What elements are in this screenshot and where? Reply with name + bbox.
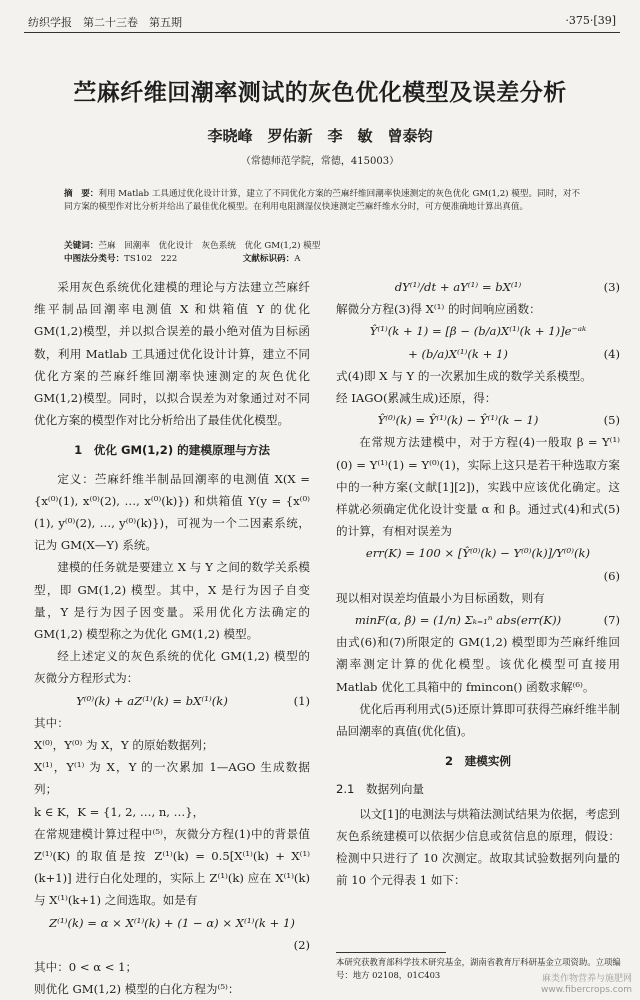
whitening-equation-intro: 则优化 GM(1,2) 模型的白化方程为⁽⁵⁾： bbox=[34, 982, 240, 997]
section-1-heading: 1 优化 GM(1,2) 的建模原理与方法 bbox=[74, 443, 270, 458]
page-number: ·375·[39] bbox=[565, 14, 616, 27]
equation-1-number: (1) bbox=[293, 693, 310, 708]
abstract bbox=[64, 188, 584, 214]
equation-4-number: (4) bbox=[603, 346, 620, 361]
data-vector-paragraph: 以文[1]的电测法与烘箱法测试结果为依据，考虑到灰色系统建模可以依据少信息或贫信息的原理，假设：检测中只进行了 10 次测定。故取其试验数据列向量的前 10 个元得表 1 如下： bbox=[336, 806, 620, 888]
equation-3-number: (3) bbox=[603, 280, 620, 294]
class-label: 中图法分类号： bbox=[64, 254, 125, 264]
intro-paragraph: 采用灰色系统优化建模的理论与方法建立苎麻纤维平制品回潮率电测值 X 和烘箱值 Y 的优化 GM(1,2)模型，并以拟合误差的最小绝对值为目标函数，利用 Matlab 工具通过优化设计计算，建立不同优化方案的苎麻纤维回潮率快速测定的灰色优化 GM(1,2)模型。同时，以拟合误差为对象通过对不同优化方案的模型作对比分析给出了最佳优化模型。 bbox=[34, 280, 310, 428]
site-watermark: 麻类作物营养与施肥网 www.fibercrops.com bbox=[541, 974, 632, 995]
equation-1: Y⁽⁰⁾(k) + aZ⁽¹⁾(k) = bX⁽¹⁾(k) (1) bbox=[34, 690, 310, 712]
header-rule bbox=[24, 32, 620, 33]
background-value-paragraph: 在常规建模计算过程中⁽⁵⁾，灰微分方程(1)中的背景值 Z⁽¹⁾(K) 的取值是按 Z⁽¹⁾(k) = 0.5[X⁽¹⁾(k) + X⁽¹⁾(k+1)] 进行白化处理的，实际上 Z⁽¹⁾(k) 应在 X⁽¹⁾(k) 与 X⁽¹⁾(k+1) 之间选取。如是有 bbox=[34, 826, 310, 908]
equation-4-line-2: + (b/a)X⁽¹⁾(k + 1) (4) bbox=[336, 343, 620, 365]
abstract-label: 摘 要： bbox=[64, 189, 99, 199]
objective-paragraph: 现以相对误差均值最小为目标函数，则有 bbox=[336, 590, 545, 605]
definition-paragraph: 定义：苎麻纤维半制品回潮率的电测值 X(X = {x⁽⁰⁾(1), x⁽⁰⁾(2), …, x⁽⁰⁾(k)}) 和烘箱值 Y(y = {x⁽⁰⁾(1), y⁽⁰⁾(2), …, y⁽⁰⁾(k)})，可视为一个二因素系统，记为 GM(X—Y) 系统。 bbox=[34, 471, 310, 553]
subsection-2-1-heading: 2.1 数据列向量 bbox=[336, 782, 425, 797]
iago-paragraph: 经 IAGO(累减生成)还原，得： bbox=[336, 391, 497, 406]
affiliation: （常德师范学院，常德，415003） bbox=[240, 156, 400, 167]
doc-code-value: A bbox=[294, 254, 301, 264]
equation-2: Z⁽¹⁾(k) = α × X⁽¹⁾(k) + (1 − α) × X⁽¹⁾(k + 1) bbox=[49, 915, 295, 930]
authors: 李晓峰 罗佑新 李 敏 曾泰钧 bbox=[207, 127, 433, 145]
keywords-text: 苎麻 回潮率 优化设计 灰色系统 优化 GM(1,2) 模型 bbox=[98, 241, 321, 251]
paper-title: 苎麻纤维回潮率测试的灰色优化模型及误差分析 bbox=[73, 80, 567, 106]
definition-line-1: X⁽⁰⁾，Y⁽⁰⁾ 为 X，Y 的原始数据列； bbox=[34, 738, 214, 753]
equation-7: minF(α, β) = (1/n) Σₖ₌₁ⁿ abs(err(K)) (7) bbox=[336, 609, 620, 631]
doc-code-label: 文献标识码： bbox=[242, 254, 295, 264]
optimized-model-paragraph: 由式(6)和(7)所限定的 GM(1,2) 模型即为苎麻纤维回潮率测定计算的优化模型。该优化模型可直接用 Matlab 优化工具箱中的 fmincon() 函数求解⁽⁶⁾。 bbox=[336, 635, 620, 694]
relation-model-paragraph: 式(4)即 X 与 Y 的一次累加生成的数学关系模型。 bbox=[336, 368, 592, 383]
class-value: TS102 222 bbox=[124, 254, 178, 264]
equation-5: Ŷ⁽⁰⁾(k) = Ŷ⁽¹⁾(k) − Ŷ⁽¹⁾(k − 1) (5) bbox=[336, 409, 620, 431]
grey-equation-intro: 经上述定义的灰色系统的优化 GM(1,2) 模型的灰微分方程形式为： bbox=[34, 649, 310, 686]
section-2-heading: 2 建模实例 bbox=[444, 754, 512, 769]
footnote-rule bbox=[336, 952, 446, 953]
alpha-range: 其中：0 < α < 1； bbox=[34, 960, 138, 975]
equation-2-number: (2) bbox=[293, 937, 310, 952]
journal-header: 纺织学报 第二十三卷 第五期 bbox=[28, 16, 182, 29]
abstract-text: 利用 Matlab 工具通过优化设计计算，建立了不同优化方案的苎麻纤维回潮率快速测定的灰色优化 GM(1,2) 模型。同时，对不同方案的模型作对比分析并给出了最佳优化模型。在利用电阻测湿仪快速测定苎麻纤维水分时，可方便准确地计算出真值。 bbox=[64, 189, 581, 212]
keywords-block bbox=[64, 240, 584, 266]
beta-selection-paragraph: 在常规方法建模中，对于方程(4)一般取 β = Y⁽¹⁾(0) = Y⁽¹⁾(1) = Y⁽⁰⁾(1)，实际上这只是若干种选取方案中的一种方案(文献[1][2])，实践中应该优化确定。这样就必须确定优化设计变量 α 和 β。通过式(4)和式(5)的计算，有相对误差为 bbox=[336, 435, 620, 539]
modeling-task-paragraph: 建模的任务就是要建立 X 与 Y 之间的数学关系模型，即 GM(1,2) 模型。其中，X 是行为因子自变量，Y 是行为因子因变量。采用优化方法确定的 GM(1,2) 模型称之为优化 GM(1,2) 模型。 bbox=[34, 560, 310, 642]
equation-6-number: (6) bbox=[603, 568, 620, 583]
definition-line-3: k ∈ K，K = {1, 2, …, n, …}， bbox=[34, 804, 205, 819]
restore-paragraph: 优化后再利用式(5)还原计算即可获得苎麻纤维半制品回潮率的真值(优化值)。 bbox=[336, 701, 620, 739]
where-label: 其中： bbox=[34, 715, 69, 730]
left-column bbox=[34, 276, 310, 1000]
equation-4-line-1: Ŷ⁽¹⁾(k + 1) = [β − (b/a)X⁽¹⁾(k + 1)]e⁻ᵃᵏ bbox=[369, 324, 587, 339]
solution-paragraph: 解微分方程(3)得 X⁽¹⁾ 的时间响应函数： bbox=[336, 302, 541, 317]
equation-3: dY⁽¹⁾/dt + aY⁽¹⁾ = bX⁽¹⁾ (3) bbox=[336, 276, 620, 298]
keywords-label: 关键词： bbox=[64, 241, 99, 251]
equation-5-number: (5) bbox=[603, 413, 620, 428]
right-column bbox=[336, 276, 620, 891]
equation-6: err(K) = 100 × [Ŷ⁽⁰⁾(k) − Y⁽⁰⁾(k)]/Y⁽⁰⁾(k) bbox=[365, 546, 591, 561]
footnote: 本研究获教育部科学技术研究基金，湖南省教育厅科研基金立项资助。立项编号：地方 02108，01C403 bbox=[336, 957, 621, 980]
equation-7-number: (7) bbox=[603, 613, 620, 628]
definition-line-2: X⁽¹⁾，Y⁽¹⁾ 为 X，Y 的一次累加 1—AGO 生成数据列； bbox=[34, 760, 310, 797]
